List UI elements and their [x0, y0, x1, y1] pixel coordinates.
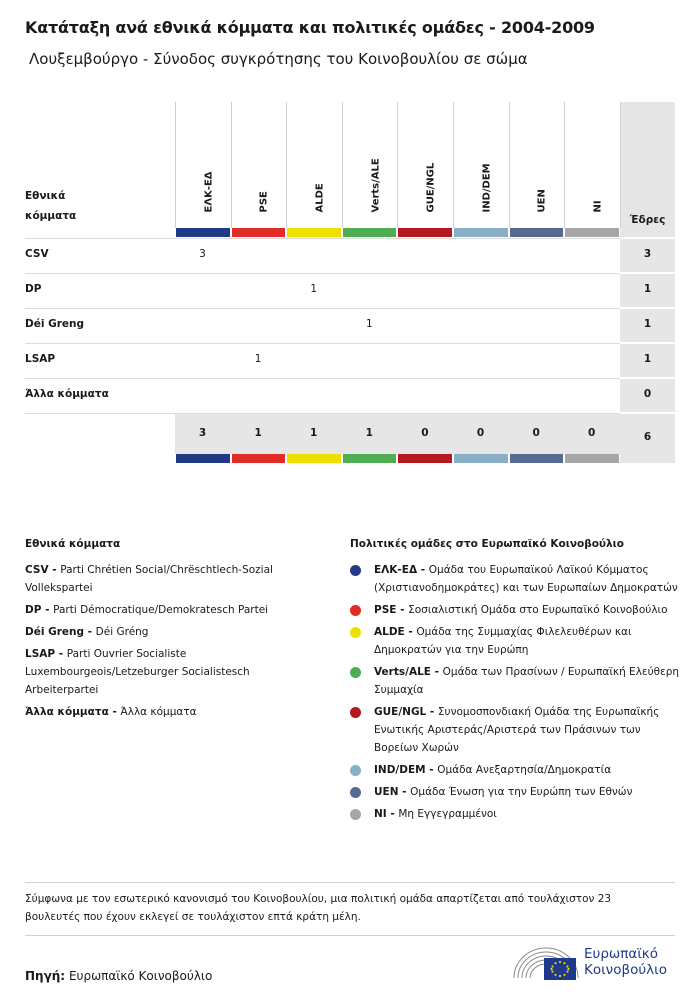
legend-national-name: Parti Chrétien Social/Chrëschtlech-Sozial Vollekspartei [25, 564, 273, 594]
legend-national-item [25, 561, 325, 597]
table-row-seats: 1 [643, 353, 652, 365]
legend-group-abbr: ALDE - [374, 626, 417, 638]
group-total: 0 [532, 427, 540, 439]
table-row-label: Déi Greng [25, 318, 85, 330]
legend-color-dot-icon [350, 605, 361, 616]
table-cell: 1 [310, 283, 318, 295]
column-header-label: ΕΛΚ-ΕΔ [203, 171, 215, 213]
legend-group-name: Ομάδα της Συμμαχίας Φιλελευθέρων και Δημοκρατών για την Ευρώπη [374, 626, 632, 656]
group-color-bar-bottom [398, 454, 452, 463]
european-parliament-logo-icon [512, 944, 580, 982]
group-color-bar-bottom [287, 454, 341, 463]
column-header-label: NI [592, 200, 604, 213]
group-color-bar-bottom [232, 454, 286, 463]
legend-group-abbr: ΕΛΚ-ΕΔ - [374, 564, 429, 576]
legend-color-dot-icon [350, 707, 361, 718]
legend-group-abbr: GUE/NGL - [374, 706, 438, 718]
legend-national-item [25, 601, 325, 619]
row-header-line: κόμματα [25, 210, 77, 222]
legend-group-abbr: NI - [374, 808, 399, 820]
row-header-line: Εθνικά [25, 190, 66, 202]
table-row-label: LSAP [25, 353, 56, 365]
group-color-bar [343, 228, 397, 237]
table-row-seats: 0 [643, 388, 652, 400]
legend-national-name: Parti Ouvrier Socialiste Luxembourgeois/Letzeburger Socialistesch Arbeiterpartei [25, 648, 250, 696]
legend-group-item [350, 623, 680, 659]
group-color-bar [287, 228, 341, 237]
legend-group-item [350, 805, 680, 823]
row-divider [25, 238, 620, 239]
column-header-end [620, 102, 621, 228]
logo-line-2: Κοινοβούλιο [584, 962, 667, 978]
legend-group-name: Ομάδα του Ευρωπαϊκού Λαϊκού Κόμματος (Χριστιανοδημοκράτες) και των Ευρωπαίων Δημοκρατών [374, 564, 678, 594]
legend-group-item [350, 663, 680, 699]
footnote: Σύμφωνα με τον εσωτερικό κανονισμό του Κοινοβουλίου, μια πολιτική ομάδα απαρτίζεται από τουλάχιστον 23 βουλευτές που έχουν εκλεγεί σε τουλάχιστον επτά κράτη μέλη. [25, 893, 612, 923]
group-color-bar [510, 228, 564, 237]
legend-group-name: Συνομοσπονδιακή Ομάδα της Ευρωπαϊκής Ενωτικής Αριστεράς/Αριστερά των Πράσινων των Βορείων Χωρών [374, 706, 660, 754]
legend-group-name: Ομάδα των Πρασίνων / Ευρωπαϊκή Ελεύθερη Συμμαχία [374, 666, 680, 696]
row-divider [25, 378, 620, 379]
table-row-seats: 3 [643, 248, 652, 260]
legend-national-item [25, 703, 325, 721]
legend-color-dot-icon [350, 765, 361, 776]
logo-line-1: Ευρωπαϊκό [584, 946, 659, 962]
column-header [564, 102, 621, 228]
group-color-bar [398, 228, 452, 237]
row-divider [25, 308, 620, 309]
legend-national-item [25, 623, 325, 641]
table-row-label: DP [25, 283, 42, 295]
legend-group-abbr: UEN - [374, 786, 411, 798]
group-total: 1 [254, 427, 262, 439]
seats-row-divider [620, 342, 675, 344]
column-header-label: ALDE [314, 183, 326, 213]
legend-national-item [25, 645, 325, 699]
source-label: Πηγή: [25, 969, 66, 983]
table-row-seats: 1 [643, 318, 652, 330]
legend-group-name: Ομάδα Ένωση για την Ευρώπη των Εθνών [410, 786, 633, 798]
row-divider [25, 273, 620, 274]
group-color-bar [565, 228, 619, 237]
legend-national-name: Parti Démocratique/Demokratesch Partei [53, 604, 269, 616]
group-total: 1 [310, 427, 318, 439]
column-header-label: IND/DEM [481, 163, 493, 213]
table-row-seats: 1 [643, 283, 652, 295]
legend-national-heading: Εθνικά κόμματα [25, 538, 121, 550]
legend-national-name: Déi Gréng [95, 626, 149, 638]
legend-national-abbr: Άλλα κόμματα - [25, 706, 121, 718]
legend-national-abbr: DP - [25, 604, 54, 616]
legend-color-dot-icon [350, 667, 361, 678]
column-header [509, 102, 566, 228]
group-total: 0 [421, 427, 429, 439]
table-row-label: Άλλα κόμματα [25, 388, 109, 400]
table-cell: 1 [365, 318, 373, 330]
group-color-bar [232, 228, 286, 237]
legend-color-dot-icon [350, 565, 361, 576]
legend-national-abbr: CSV - [25, 564, 61, 576]
note-divider-top [25, 882, 675, 883]
legend-group-item [350, 703, 680, 757]
legend-national-list [25, 561, 325, 725]
logo-text [584, 946, 667, 978]
column-header-label: Verts/ALE [370, 158, 382, 213]
group-total: 0 [476, 427, 485, 439]
page-subtitle: Λουξεμβούργο - Σύνοδος συγκρότησης του Κοινοβουλίου σε σώμα [29, 50, 528, 68]
legend-groups-heading: Πολιτικές ομάδες στο Ευρωπαϊκό Κοινοβούλιο [350, 538, 624, 550]
legend-group-abbr: PSE - [374, 604, 409, 616]
legend-color-dot-icon [350, 787, 361, 798]
seats-row-divider [620, 412, 675, 414]
group-total: 1 [365, 427, 373, 439]
column-header-label: GUE/NGL [425, 162, 437, 213]
column-header [453, 102, 510, 228]
column-header [397, 102, 454, 228]
legend-group-name: Ομάδα Ανεξαρτησία/Δημοκρατία [437, 764, 612, 776]
seats-row-divider [620, 377, 675, 379]
column-header-label: PSE [258, 191, 270, 213]
column-header [231, 102, 288, 228]
legend-national-abbr: LSAP - [25, 648, 67, 660]
group-color-bar-bottom [176, 454, 230, 463]
group-color-bar-bottom [454, 454, 508, 463]
legend-group-abbr: Verts/ALE - [374, 666, 443, 678]
group-color-bar-bottom [343, 454, 397, 463]
group-color-bar [176, 228, 230, 237]
total-seats: 6 [643, 431, 652, 443]
seats-header: Έδρες [629, 214, 666, 226]
legend-group-item [350, 561, 680, 597]
legend-national-abbr: Déi Greng - [25, 626, 96, 638]
column-header [342, 102, 399, 228]
legend-groups-list [350, 561, 680, 827]
source-value: Ευρωπαϊκό Κοινοβούλιο [68, 969, 213, 983]
table-row-label: CSV [25, 248, 49, 260]
seats-row-divider [620, 307, 675, 309]
legend-group-name: Σοσιαλιστική Ομάδα στο Ευρωπαϊκό Κοινοβούλιο [408, 604, 668, 616]
row-divider [25, 343, 620, 344]
row-divider [25, 413, 620, 414]
legend-group-item [350, 761, 680, 779]
source-line [25, 969, 212, 983]
group-total: 0 [588, 427, 596, 439]
table-cell: 1 [254, 353, 262, 365]
legend-group-abbr: IND/DEM - [374, 764, 438, 776]
note-divider-bottom [25, 935, 675, 936]
european-parliament-logo [512, 944, 682, 984]
seats-row-divider [620, 237, 675, 239]
column-header-label: UEN [536, 189, 548, 213]
legend-group-item [350, 601, 680, 619]
legend-color-dot-icon [350, 809, 361, 820]
legend-national-name: Άλλα κόμματα [120, 706, 197, 718]
column-header [286, 102, 343, 228]
group-color-bar-bottom [510, 454, 564, 463]
legend-color-dot-icon [350, 627, 361, 638]
table-cell: 3 [199, 248, 206, 260]
seats-row-divider [620, 272, 675, 274]
group-total: 3 [198, 427, 207, 439]
row-header [25, 186, 76, 226]
page-title: Κατάταξη ανά εθνικά κόμματα και πολιτικές ομάδες - 2004-2009 [25, 18, 595, 37]
group-color-bar [454, 228, 508, 237]
group-color-bar-bottom [565, 454, 619, 463]
legend-group-name: Μη Εγγεγραμμένοι [398, 808, 497, 820]
legend-group-item [350, 783, 680, 801]
column-header [175, 102, 232, 228]
